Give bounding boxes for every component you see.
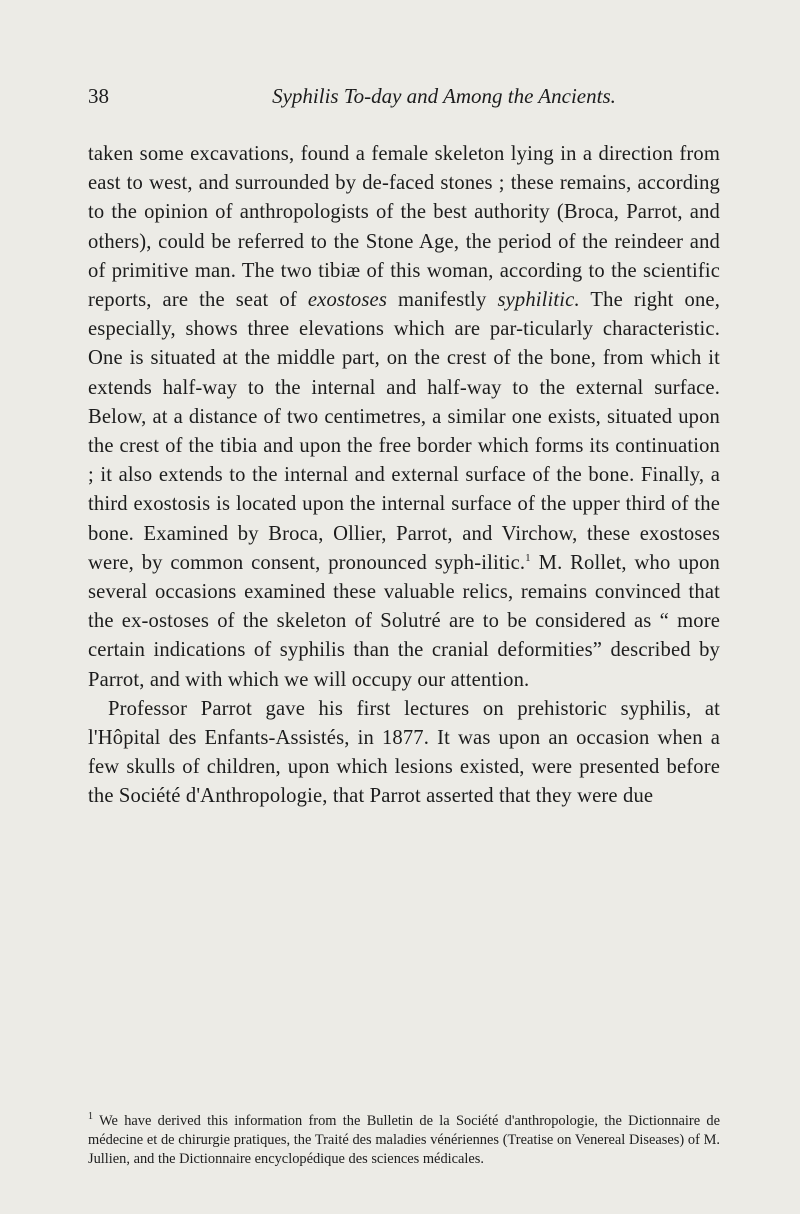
footnote: [88, 1112, 720, 1169]
footnote-reference: 1: [525, 551, 531, 564]
body-text: [88, 140, 720, 812]
paragraph-1: [88, 140, 720, 695]
p1-text-d: M. Rollet, who upon several occasions examined these valuable relics, remains convinced that the ex-ostoses of the skeleton of Solutré are to be considered as “ more certain indications of syphilis than the cranial deformities” described by Parrot, and with which we will occupy our attention.: [88, 551, 720, 691]
p1-text-a: taken some excavations, found a female skeleton lying in a direction from east to west, and surrounded by de-faced stones ; these remains, according to the opinion of anthropologists of the best authority (Broca, Parrot, and others), could be referred to the Stone Age, the period of the reindeer and of primitive man. The two tibiæ of this woman, according to the scientific reports, are the seat of: [88, 143, 720, 312]
p1-text-b: manifestly: [387, 289, 498, 312]
p1-emphasis-exostoses: exostoses: [307, 289, 387, 312]
p1-text-c: The right one, especially, shows three elevations which are par-ticularly characteristic. One is situated at the middle part, on the crest of the bone, from which it extends half-way to the internal and half-way to the external surface. Below, at a distance of two centimetres, a similar one exists, situated upon the crest of the tibia and upon the free border which forms its continuation ; it also extends to the internal and external surface of the bone. Finally, a third exostosis is located upon the internal surface of the upper third of the bone. Examined by Broca, Ollier, Parrot, and Virchow, these exostoses were, by common consent, pronounced syph-ilitic.: [88, 289, 721, 574]
page-header: [88, 84, 720, 118]
paragraph-2: Professor Parrot gave his first lectures on prehistoric syphilis, at l'Hôpital des Enfants-Assistés, in 1877. It was upon an occasion when a few skulls of children, upon which lesions existed, were presented before the Société d'Anthropologie, that Parrot asserted that they were due: [88, 697, 720, 808]
running-title: Syphilis To-day and Among the Ancients.: [272, 84, 616, 108]
p1-emphasis-syphilitic: syphilitic.: [497, 289, 580, 312]
footnote-mark: 1: [88, 1111, 93, 1123]
page-number: 38: [88, 84, 109, 108]
footnote-text: We have derived this information from the Bulletin de la Société d'anthropologie, the Dictionnaire de médecine et de chirurgie pratiques, the Traité des maladies vénériennes (Treatise on Venereal Diseases) of M. Jullien, and the Dictionnaire encyclopédique des sciences médicales.: [88, 1113, 720, 1167]
